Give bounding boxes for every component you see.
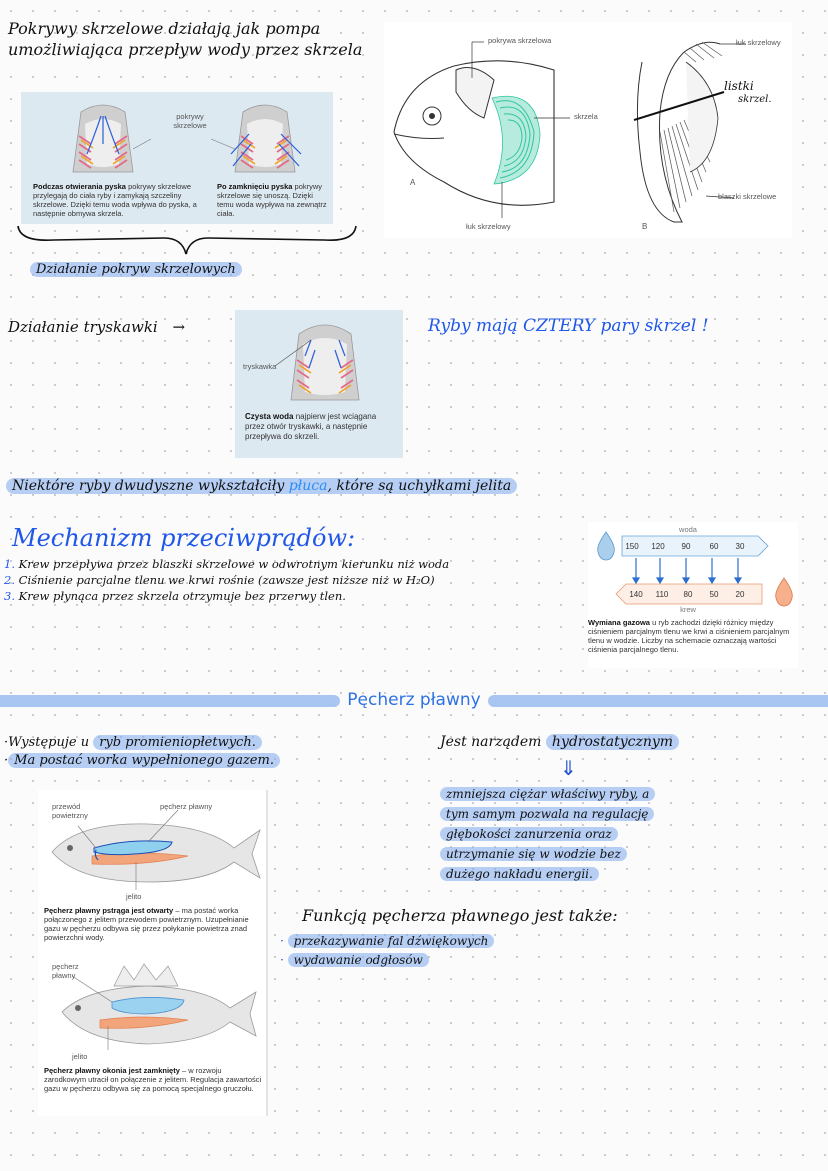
hand-note-listki <box>724 80 772 106</box>
water-value-4: 60 <box>709 542 719 551</box>
label-pokrywa: pokrywa skrzelowa <box>488 36 552 45</box>
hydrostatic-description <box>440 784 655 884</box>
intro-line2: umożliwiająca przepływ wody przez skrzela <box>8 40 363 59</box>
lungs-before: Niektóre ryby dwudyszne wykształciły <box>12 478 285 494</box>
label-blaszki: blaszki skrzelowe <box>718 192 777 201</box>
operculum-figure <box>21 92 333 224</box>
four-pairs-note: Ryby mają CZTERY pary skrzel ! <box>428 316 709 336</box>
intro-heading <box>8 18 362 60</box>
gas-exchange-figure <box>588 522 798 668</box>
trout-caption-text: – ma postać worka połączonego z jelitem przewodem powietrznym. Uzupełnianie gazu w pęcherzu odbywa się przez połykanie powietrza znad powierzchni wody. <box>44 906 249 942</box>
item-3-number: 3. <box>4 589 15 603</box>
gas-exchange-diagram <box>588 522 798 614</box>
operculum-label: pokrywy skrzelowe <box>173 112 207 130</box>
bladder-occurrence <box>4 734 280 770</box>
trout-caption <box>44 906 262 942</box>
occurrence-line-2: · Ma postać worka wypełnionego gazem. <box>4 752 280 770</box>
banner-bar-left <box>0 695 340 707</box>
operculum-caption-left-text: pokrywy skrzelowe przylegają do ciała ryby i zamykają szczeliny skrzelowe. Dzięki temu woda wpływa do pyska, a następnie obmywa skrzela. <box>33 182 197 218</box>
water-value-5: 30 <box>735 542 745 551</box>
lungs-line <box>6 478 517 494</box>
spiracle-caption-text: najpierw jest wciągana przez otwór tryskawki, a następnie przepływa do skrzeli. <box>245 412 377 441</box>
label-luk-bottom: łuk skrzelowy <box>466 222 511 231</box>
water-value-1: 150 <box>625 542 639 551</box>
hydrostatic-text-a: Jest narządem <box>440 734 542 750</box>
perch-caption-text: – w rozwoju zarodkowym utracił on połączenie z jelitem. Regulacja zawartości gazu w pęcherzu odbywa się za pomocą specjalnego gruczołu. <box>44 1066 262 1093</box>
spiracle-figure <box>235 310 403 458</box>
operculum-illustration <box>21 94 333 184</box>
blood-value-4: 50 <box>709 590 719 599</box>
hydro-line-5: dużego nakładu energii. <box>440 867 599 881</box>
function-list <box>280 932 494 970</box>
item-1-number: 1. <box>4 557 15 571</box>
label-luk-top: łuk skrzelowy <box>736 38 781 47</box>
perch-label-gut: jelito <box>72 1052 88 1061</box>
trout-label-gut: jelito <box>126 892 142 901</box>
countercurrent-title: Mechanizm przeciwprądów: <box>12 524 356 552</box>
occurrence-text-c: Ma postać worka wypełnionego gazem. <box>8 753 280 768</box>
blood-value-3: 80 <box>683 590 693 599</box>
gas-exchange-caption-text: u ryb zachodzi dzięki różnicy między ciśnieniem parcjalnym tlenu we krwi a ciśnieniem parcjalnym tlenu w wodzie. Liczby na schemacie oznaczają wartości ciśnienia parcjalnego tlenu. <box>588 618 790 654</box>
countercurrent-list <box>4 556 449 604</box>
trout-caption-bold: Pęcherz pławny pstrąga jest otwarty <box>44 906 174 915</box>
label-skrzela: skrzela <box>574 112 598 121</box>
hydro-line-1: zmniejsza ciężar właściwy ryby, a <box>440 787 655 801</box>
blood-value-2: 110 <box>655 590 669 599</box>
gas-exchange-caption <box>588 618 796 654</box>
function-title: Funkcją pęcherza pławnego jest także: <box>302 906 618 925</box>
item-2-number: 2. <box>4 573 15 587</box>
function-item-1-text: przekazywanie fal dźwiękowych <box>288 934 495 948</box>
spiracle-illustration <box>235 310 403 410</box>
operculum-caption-right-bold: Po zamknięciu pyska <box>217 182 293 191</box>
banner-bar-right <box>488 695 828 707</box>
blood-label: krew <box>680 605 696 614</box>
operculum-caption-right <box>217 182 329 218</box>
spiracle-caption-bold: Czysta woda <box>245 412 294 421</box>
hydrostatic-heading <box>440 734 679 750</box>
spiracle-arrow: → <box>172 318 186 336</box>
item-1-text: Krew przepływa przez blaszki skrzelowe w odwrotnym kierunku niż woda <box>18 557 450 571</box>
item-2-text: Ciśnienie parcjalne tlenu we krwi rośnie (zawsze jest niższe niż w H₂O) <box>18 573 435 587</box>
hydro-line-3: głębokości zanurzenia oraz <box>440 827 618 841</box>
trout-label-bladder: pęcherz pławny <box>160 802 213 811</box>
occurrence-text-a: Występuje u <box>8 735 90 750</box>
occurrence-text-b: ryb promieniopłetwych. <box>93 735 262 750</box>
countercurrent-item-3 <box>4 588 449 604</box>
item-3-text: Krew płynąca przez skrzela otrzymuje bez przerwy tlen. <box>18 589 346 603</box>
water-value-2: 120 <box>651 542 665 551</box>
occurrence-line-1: ·Występuje u ryb promieniopłetwych. <box>4 734 280 752</box>
swim-bladder-figure <box>38 790 266 1116</box>
lungs-after: , które są uchyłkami jelita <box>327 478 512 494</box>
gill-anatomy-figure <box>384 22 792 238</box>
intro-line1: Pokrywy skrzelowe działają jak pompa <box>8 19 321 38</box>
spiracle-caption <box>245 412 397 442</box>
hydrostatic-arrow: ⇓ <box>560 758 577 780</box>
blood-value-5: 20 <box>735 590 745 599</box>
trout-label-duct: przewód powietrzny <box>52 802 88 820</box>
water-value-3: 90 <box>681 542 691 551</box>
spiracle-label: tryskawka <box>243 362 277 371</box>
function-item-2-text: wydawanie odgłosów <box>288 953 429 967</box>
label-b: B <box>642 222 648 231</box>
spiracle-heading-text: Działanie tryskawki <box>8 318 158 336</box>
operculum-caption-right-text: pokrywy skrzelowe się unoszą. Dzięki temu woda wypływa na zewnątrz ciała. <box>217 182 327 218</box>
brace-label-text: Działanie pokryw skrzelowych <box>30 262 242 277</box>
countercurrent-item-1 <box>4 556 449 572</box>
spiracle-heading <box>8 318 185 336</box>
curly-brace <box>14 222 364 258</box>
function-item-2: · wydawanie odgłosów <box>280 951 494 970</box>
brace-label <box>30 262 242 277</box>
water-label: woda <box>679 525 697 534</box>
gas-exchange-caption-bold: Wymiana gazowa <box>588 618 650 627</box>
gill-anatomy-illustration <box>384 22 792 238</box>
operculum-caption-left <box>33 182 218 218</box>
swim-bladder-banner: Pęcherz pławny <box>347 690 481 710</box>
hand-note-line1: listki <box>724 79 754 93</box>
perch-label-bladder: pęcherz pławny <box>52 962 79 980</box>
lungs-line-highlight <box>6 478 517 494</box>
hand-note-line2: skrzel. <box>738 94 772 105</box>
function-item-1: · przekazywanie fal dźwiękowych <box>280 932 494 951</box>
blood-value-1: 140 <box>629 590 643 599</box>
perch-caption <box>44 1066 262 1093</box>
hydro-line-4: utrzymanie się w wodzie bez <box>440 847 627 861</box>
operculum-caption-left-bold: Podczas otwierania pyska <box>33 182 126 191</box>
countercurrent-item-2 <box>4 572 449 588</box>
perch-caption-bold: Pęcherz pławny okonia jest zamknięty <box>44 1066 180 1075</box>
hydrostatic-text-b: hydrostatycznym <box>546 734 679 750</box>
label-a: A <box>410 178 416 187</box>
lungs-word: płuca <box>288 478 328 494</box>
hydro-line-2: tym samym pozwala na regulację <box>440 807 654 821</box>
